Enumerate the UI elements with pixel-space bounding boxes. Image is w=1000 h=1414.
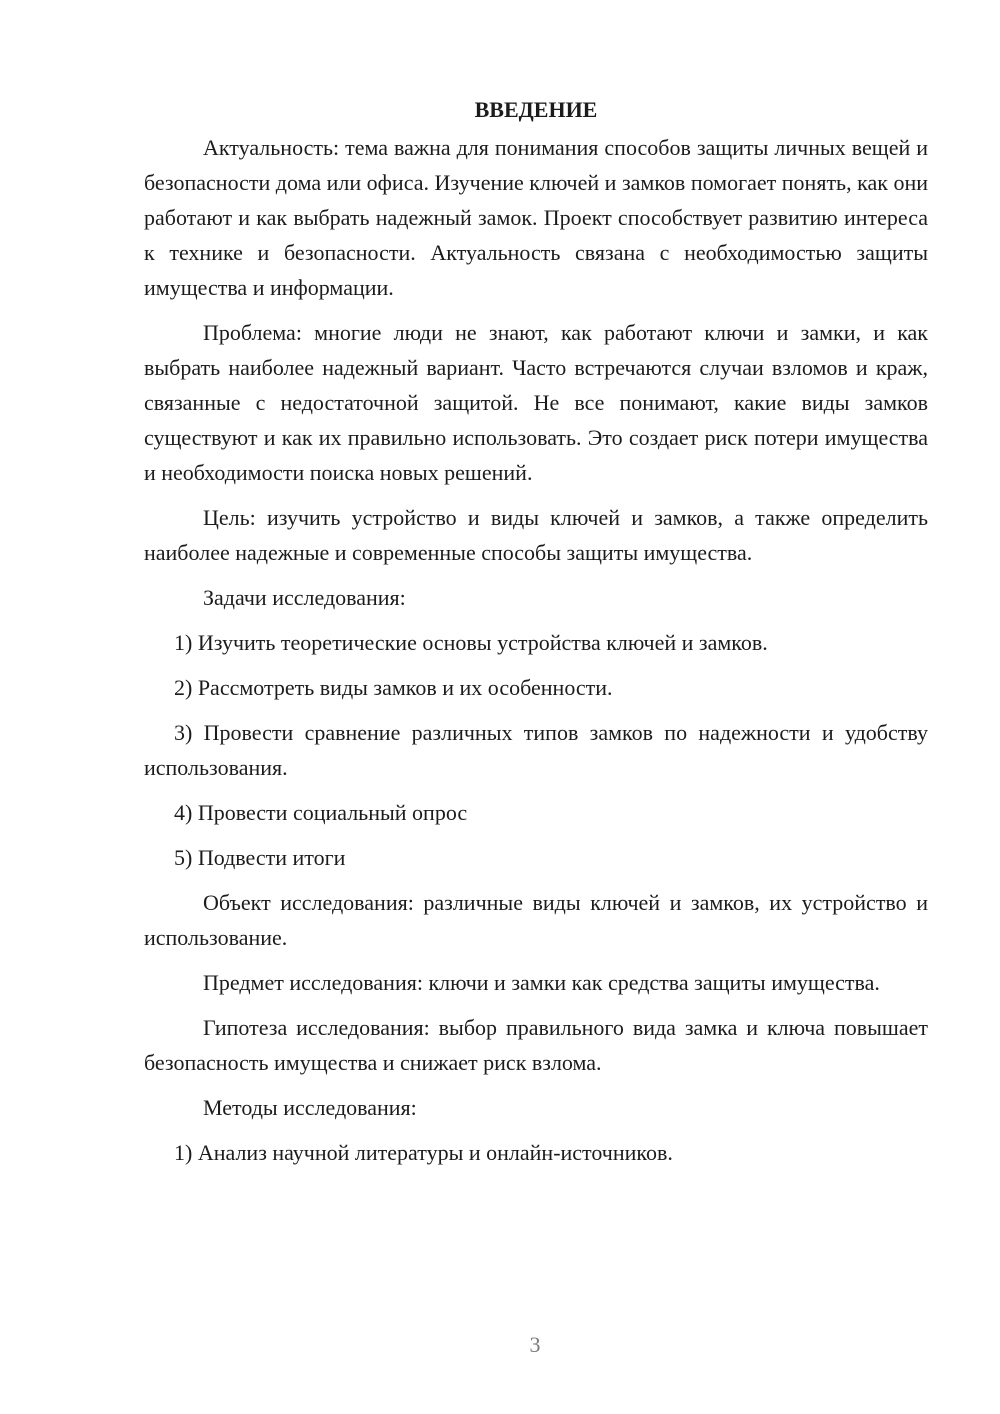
document-page xyxy=(144,92,928,1180)
problem-paragraph: Проблема: многие люди не знают, как работают ключи и замки, и как выбрать наиболее надежный вариант. Часто встречаются случаи взломов и краж, связанные с недостаточной защитой. Не все понимают, какие виды замков существуют и как их правильно использовать. Это создает риск потери имущества и необходимости поиска новых решений. xyxy=(144,320,928,485)
goal-paragraph: Цель: изучить устройство и виды ключей и замков, а также определить наиболее надежные и современные способы защиты имущества. xyxy=(144,505,928,565)
task-item-1: 1) Изучить теоретические основы устройства ключей и замков. xyxy=(174,630,768,655)
page-number: 3 xyxy=(529,1332,541,1357)
page-title: ВВЕДЕНИЕ xyxy=(474,97,598,122)
object-paragraph: Объект исследования: различные виды ключей и замков, их устройство и использование. xyxy=(144,890,928,950)
method-item-1: 1) Анализ научной литературы и онлайн-источников. xyxy=(174,1140,673,1165)
tasks-heading: Задачи исследования: xyxy=(203,585,406,610)
methods-heading: Методы исследования: xyxy=(203,1095,417,1120)
relevance-paragraph: Актуальность: тема важна для понимания способов защиты личных вещей и безопасности дома или офиса. Изучение ключей и замков помогает понять, как они работают и как выбрать надежный замок. Проект способствует развитию интереса к технике и безопасности. Актуальность связана с необходимостью защиты имущества и информации. xyxy=(144,135,928,300)
task-item-2: 2) Рассмотреть виды замков и их особенности. xyxy=(174,675,613,700)
task-item-3: 3) Провести сравнение различных типов замков по надежности и удобству использования. xyxy=(144,720,928,780)
subject-paragraph: Предмет исследования: ключи и замки как средства защиты имущества. xyxy=(203,970,880,995)
hypothesis-paragraph: Гипотеза исследования: выбор правильного вида замка и ключа повышает безопасность имущества и снижает риск взлома. xyxy=(144,1015,928,1075)
task-item-5: 5) Подвести итоги xyxy=(174,845,346,870)
task-item-4: 4) Провести социальный опрос xyxy=(174,800,468,825)
